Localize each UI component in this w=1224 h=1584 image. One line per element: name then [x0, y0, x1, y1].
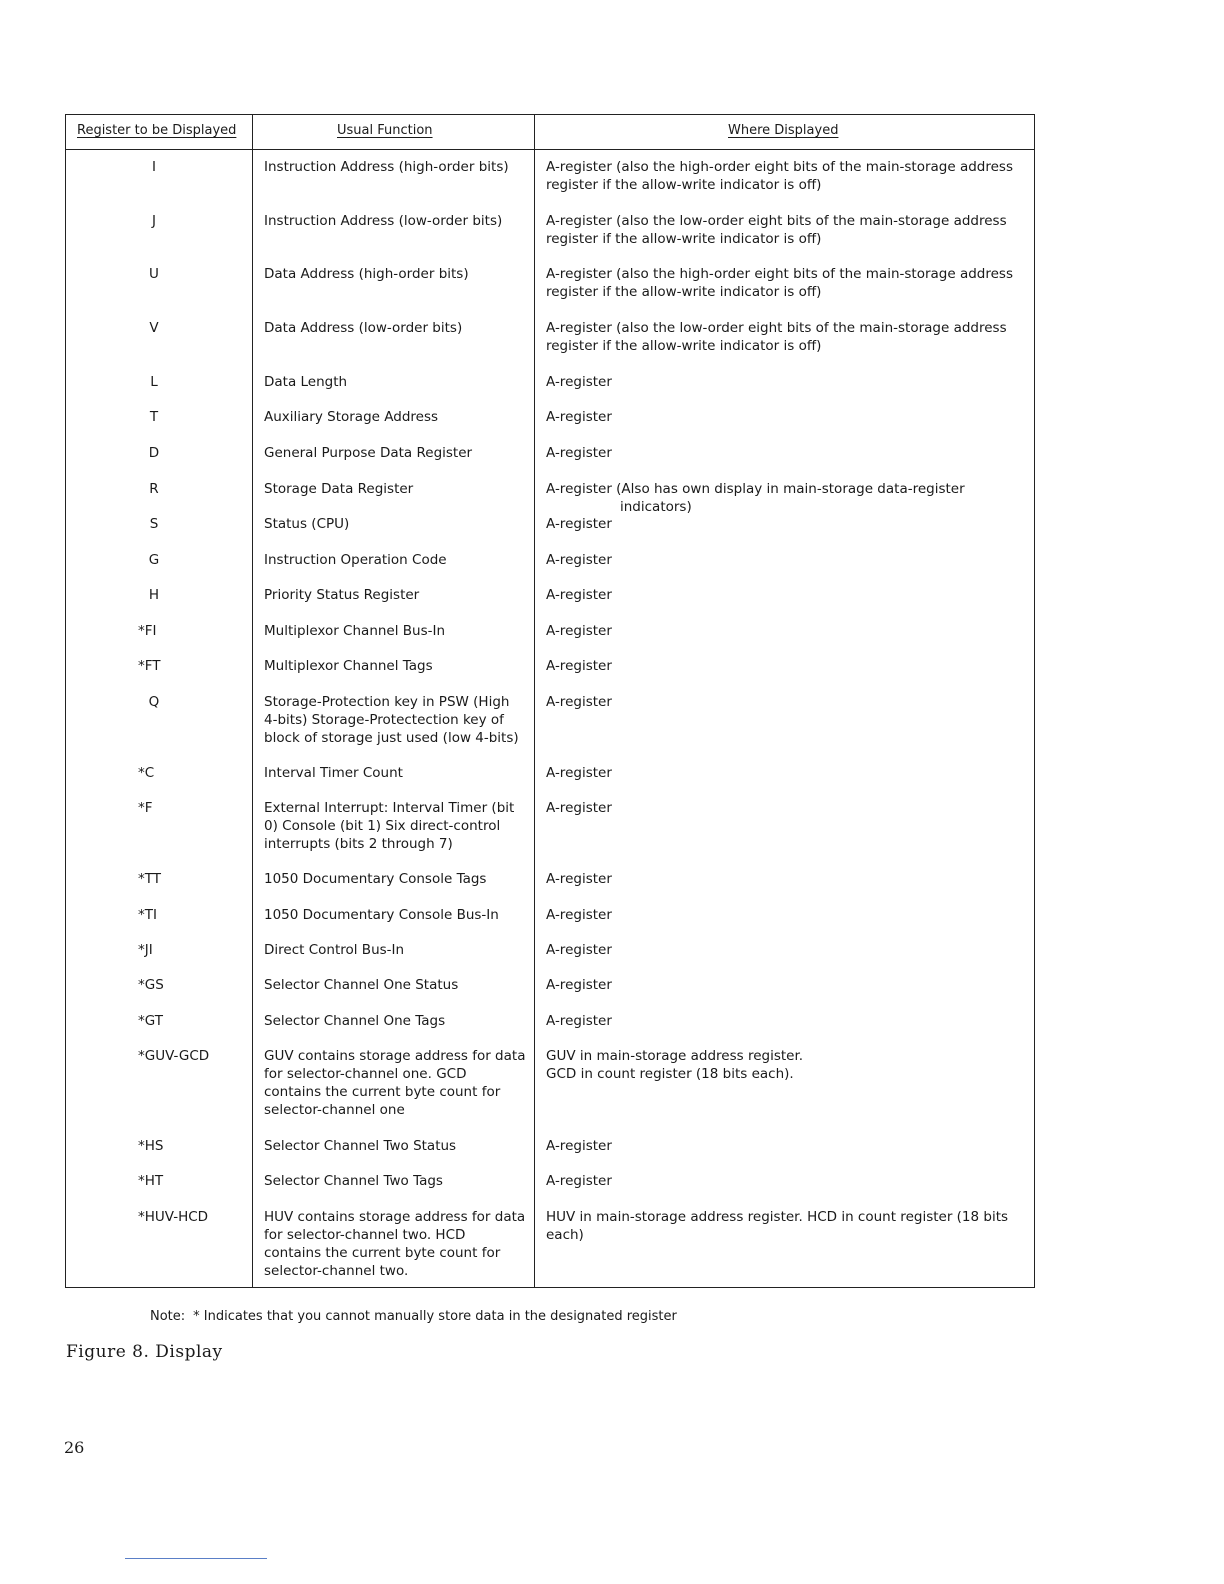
register-cell: L	[150, 374, 158, 390]
register-cell: *GS	[138, 977, 164, 993]
header-register: Register to be Displayed	[77, 123, 237, 138]
where-cell: A-register (also the low-order eight bits of the main-storage address register if the allow-write indicator is off)	[546, 213, 1007, 247]
function-cell: Multiplexor Channel Tags	[264, 658, 433, 674]
where-cell: A-register	[546, 658, 612, 674]
where-cell: A-register	[546, 871, 612, 887]
register-cell: *HS	[138, 1138, 164, 1154]
where-continuation: indicators)	[620, 499, 692, 515]
column-divider	[534, 115, 535, 1287]
where-cell: A-register	[546, 516, 612, 532]
register-cell: *HUV-HCD	[138, 1209, 209, 1225]
function-cell: External Interrupt: Interval Timer (bit 0) Console (bit 1) Six direct-control interrupts (bits 2 through 7)	[264, 800, 515, 852]
figure-caption: Figure 8. Display	[66, 1342, 223, 1362]
where-cell: A-register	[546, 977, 612, 993]
register-cell: S	[149, 516, 159, 532]
register-cell: V	[149, 320, 159, 336]
register-cell: *TI	[138, 907, 157, 923]
register-cell: I	[152, 159, 156, 175]
note-label: Note:	[150, 1309, 186, 1324]
register-cell: J	[152, 213, 156, 229]
function-cell: Storage Data Register	[264, 481, 414, 497]
where-cell: A-register	[546, 694, 612, 710]
where-text: GUV in main-storage address register.	[546, 1048, 804, 1064]
column-divider	[252, 115, 253, 1287]
register-cell: *HT	[138, 1173, 164, 1189]
function-cell: Storage-Protection key in PSW (High 4-bits) Storage-Protectection key of block of storage just used (low 4-bits)	[264, 694, 519, 746]
function-cell: Data Length	[264, 374, 348, 390]
function-cell: Status (CPU)	[264, 516, 350, 532]
register-cell: R	[149, 481, 159, 497]
header-divider	[66, 149, 1034, 150]
function-cell: Data Address (high-order bits)	[264, 266, 469, 282]
header-usual-function: Usual Function	[337, 123, 433, 138]
footer-rule	[125, 1558, 267, 1559]
where-cell: A-register	[546, 1173, 612, 1189]
where-cell: A-register	[546, 445, 612, 461]
note-text: * Indicates that you cannot manually store data in the designated register	[193, 1309, 677, 1324]
function-cell: 1050 Documentary Console Tags	[264, 871, 487, 887]
where-cell	[546, 1047, 1016, 1083]
page-number: 26	[64, 1438, 85, 1457]
table-note	[150, 1309, 677, 1324]
register-cell: *TT	[138, 871, 162, 887]
function-cell: Interval Timer Count	[264, 765, 403, 781]
where-cell: A-register (also the low-order eight bits of the main-storage address register if the allow-write indicator is off)	[546, 320, 1007, 354]
where-cell	[546, 480, 1016, 516]
function-cell: Selector Channel One Status	[264, 977, 459, 993]
where-cell: A-register	[546, 552, 612, 568]
function-cell: Selector Channel One Tags	[264, 1013, 446, 1029]
where-cell: A-register (also the high-order eight bits of the main-storage address register if the allow-write indicator is off)	[546, 159, 1013, 193]
register-cell: D	[148, 445, 160, 461]
function-cell: General Purpose Data Register	[264, 445, 473, 461]
register-cell: H	[148, 587, 160, 603]
where-cell: A-register	[546, 409, 612, 425]
register-cell: U	[149, 266, 159, 282]
function-cell: GUV contains storage address for data for selector-channel one. GCD contains the current byte count for selector-channel one	[264, 1048, 526, 1118]
where-cell: A-register	[546, 942, 612, 958]
where-cell: A-register	[546, 587, 612, 603]
register-cell: *GT	[138, 1013, 163, 1029]
where-text-line2: GCD in count register (18 bits each).	[546, 1066, 794, 1082]
where-cell: A-register	[546, 1013, 612, 1029]
register-cell: T	[149, 409, 159, 425]
function-cell: Selector Channel Two Tags	[264, 1173, 443, 1189]
register-cell: Q	[148, 694, 160, 710]
where-cell: HUV in main-storage address register. HCD in count register (18 bits each)	[546, 1209, 1009, 1243]
function-cell: Instruction Address (high-order bits)	[264, 159, 509, 175]
function-cell: Instruction Address (low-order bits)	[264, 213, 503, 229]
function-cell: Data Address (low-order bits)	[264, 320, 463, 336]
function-cell: 1050 Documentary Console Bus-In	[264, 907, 499, 923]
function-cell: Instruction Operation Code	[264, 552, 447, 568]
function-cell: HUV contains storage address for data for selector-channel two. HCD contains the current byte count for selector-channel two.	[264, 1209, 526, 1279]
header-where-displayed: Where Displayed	[728, 123, 839, 138]
where-cell: A-register	[546, 907, 612, 923]
function-cell: Priority Status Register	[264, 587, 420, 603]
where-cell: A-register (also the high-order eight bits of the main-storage address register if the allow-write indicator is off)	[546, 266, 1013, 300]
register-cell: G	[148, 552, 160, 568]
register-cell: *F	[138, 800, 153, 816]
where-cell: A-register	[546, 765, 612, 781]
where-cell: A-register	[546, 374, 612, 390]
function-cell: Multiplexor Channel Bus-In	[264, 623, 446, 639]
function-cell: Auxiliary Storage Address	[264, 409, 439, 425]
where-cell: A-register	[546, 623, 612, 639]
where-cell: A-register	[546, 1138, 612, 1154]
register-cell: *FT	[138, 658, 161, 674]
where-cell: A-register	[546, 800, 612, 816]
function-cell: Direct Control Bus-In	[264, 942, 405, 958]
register-cell: *C	[138, 765, 155, 781]
where-text: A-register (Also has own display in main-storage data-register	[546, 481, 965, 497]
register-cell: *GUV-GCD	[138, 1048, 210, 1064]
register-cell: *FI	[138, 623, 157, 639]
function-cell: Selector Channel Two Status	[264, 1138, 457, 1154]
register-cell: *JI	[138, 942, 153, 958]
